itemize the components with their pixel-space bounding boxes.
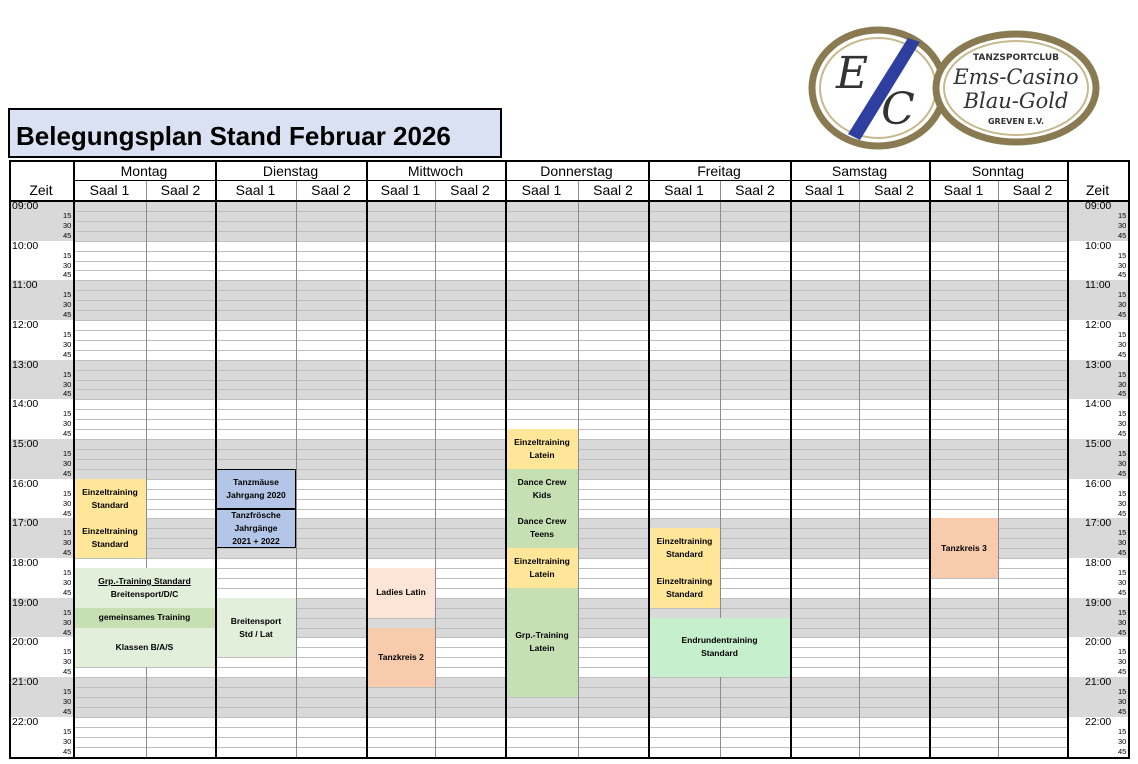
quarter-label: 45: [63, 468, 72, 478]
event-label: Kids: [532, 489, 552, 500]
event-label: Latein: [529, 643, 555, 654]
quarter-label: 15: [63, 250, 72, 260]
event-block[interactable]: [74, 518, 146, 558]
quarter-line: [73, 350, 1067, 351]
event-block[interactable]: [649, 618, 790, 678]
quarter-label: 45: [63, 429, 72, 439]
quarter-label: 15: [1118, 607, 1127, 617]
quarter-label: 30: [1118, 220, 1127, 230]
time-label: 17:00: [12, 517, 39, 530]
day-divider: [505, 160, 507, 757]
quarter-label: 30: [1118, 657, 1127, 667]
day-divider: [648, 160, 650, 757]
svg-text:Ems-Casino: Ems-Casino: [953, 65, 1079, 89]
quarter-label: 45: [63, 508, 72, 518]
saal-divider: [578, 181, 579, 757]
event-block[interactable]: [74, 608, 215, 628]
time-label: 21:00: [1085, 676, 1112, 689]
saal-header: Saal 2: [1012, 182, 1053, 198]
quarter-line: [73, 290, 1067, 291]
day-divider: [73, 160, 75, 757]
quarter-line: [73, 389, 1067, 390]
day-header: Sonntag: [971, 163, 1025, 179]
quarter-label: 15: [1118, 329, 1127, 339]
day-header: Mittwoch: [407, 163, 464, 179]
event-label: 2021 + 2022: [232, 535, 280, 546]
quarter-label: 15: [63, 726, 72, 736]
time-label: 13:00: [1085, 358, 1112, 371]
quarter-line: [73, 330, 1067, 331]
saal-header: Saal 2: [160, 182, 201, 198]
time-label: 16:00: [12, 477, 39, 490]
time-label: 19:00: [1085, 596, 1112, 609]
event-label: Grp.-Training: [515, 630, 569, 641]
quarter-label: 15: [63, 607, 72, 617]
quarter-label: 15: [1118, 449, 1127, 458]
saal-header: Saal 1: [943, 182, 984, 198]
saal-divider: [998, 181, 999, 757]
quarter-label: 30: [63, 498, 72, 508]
day-divider: [1067, 160, 1069, 757]
quarter-label: 30: [63, 538, 72, 548]
event-label: Latein: [529, 569, 555, 580]
time-label: 15:00: [1085, 438, 1112, 451]
event-label: Latein: [529, 449, 555, 460]
table-border: [9, 757, 1130, 759]
saal-divider: [296, 181, 297, 757]
quarter-label: 30: [63, 379, 72, 389]
time-label: 17:00: [1085, 517, 1112, 530]
event-label: Einzeltraining: [82, 526, 138, 537]
quarter-line: [73, 399, 1067, 400]
quarter-label: 30: [63, 657, 72, 667]
event-label: Dance Crew: [517, 516, 567, 527]
event-block[interactable]: [216, 598, 296, 658]
event-label: Tanzkreis 2: [378, 651, 424, 662]
event-label: Tanzmäuse: [233, 476, 279, 487]
quarter-label: 45: [1118, 270, 1127, 280]
quarter-label: 15: [63, 488, 72, 498]
quarter-line: [73, 280, 1067, 281]
day-divider: [215, 160, 217, 757]
quarter-label: 45: [1118, 627, 1127, 637]
event-label: Endrundentraining: [681, 635, 758, 646]
time-label: 22:00: [12, 715, 39, 728]
saal-divider: [146, 181, 147, 757]
day-header: Freitag: [697, 163, 741, 179]
svg-text:E: E: [835, 48, 869, 99]
saal-divider: [435, 181, 436, 757]
saal-header: Saal 1: [804, 182, 845, 198]
quarter-label: 45: [1118, 587, 1127, 597]
event-label: Standard: [91, 499, 129, 510]
time-label: 18:00: [1085, 557, 1112, 570]
event-label: Standard: [91, 539, 129, 550]
quarter-label: 15: [1118, 488, 1127, 498]
quarter-label: 45: [1118, 548, 1127, 558]
quarter-label: 30: [1118, 538, 1127, 548]
quarter-line: [73, 300, 1067, 301]
quarter-label: 15: [63, 369, 72, 379]
quarter-label: 15: [1118, 409, 1127, 419]
quarter-label: 15: [63, 409, 72, 419]
quarter-line: [73, 717, 1067, 718]
quarter-label: 45: [1118, 667, 1127, 677]
saal-header: Saal 1: [235, 182, 276, 198]
quarter-label: 30: [1118, 260, 1127, 270]
quarter-line: [73, 697, 1067, 698]
event-block[interactable]: [506, 509, 578, 549]
quarter-label: 45: [1118, 310, 1127, 320]
svg-text:TANZSPORTCLUB: TANZSPORTCLUB: [972, 53, 1060, 63]
event-label: Grp.-Training Standard: [98, 575, 191, 586]
event-block[interactable]: [216, 509, 296, 549]
quarter-label: 30: [63, 697, 72, 706]
event-block[interactable]: [74, 568, 215, 608]
event-label: Std / Lat: [239, 628, 273, 639]
time-label: 12:00: [12, 319, 39, 332]
saal-header: Saal 1: [521, 182, 562, 198]
quarter-label: 45: [63, 627, 72, 637]
event-label: gemeinsames Training: [98, 612, 191, 623]
quarter-line: [73, 221, 1067, 222]
event-label: Einzeltraining: [514, 436, 570, 447]
quarter-label: 15: [63, 568, 72, 578]
time-label: 21:00: [12, 676, 39, 689]
svg-text:GREVEN E.V.: GREVEN E.V.: [987, 117, 1045, 126]
event-block[interactable]: [649, 568, 720, 608]
svg-text:C: C: [881, 84, 915, 135]
quarter-label: 45: [63, 706, 72, 716]
event-block[interactable]: [506, 548, 578, 588]
event-block[interactable]: [649, 528, 720, 568]
quarter-label: 30: [63, 339, 72, 349]
time-label: 14:00: [1085, 398, 1112, 411]
quarter-label: 30: [63, 260, 72, 270]
quarter-label: 30: [63, 577, 72, 587]
quarter-line: [73, 251, 1067, 252]
quarter-label: 45: [1118, 230, 1127, 240]
quarter-label: 30: [63, 736, 72, 746]
event-label: Einzeltraining: [514, 556, 570, 567]
quarter-label: 15: [63, 449, 72, 458]
event-label: Breitensport/D/C: [110, 588, 179, 599]
quarter-line: [73, 380, 1067, 381]
event-block[interactable]: [367, 628, 435, 688]
svg-text:Blau-Gold: Blau-Gold: [963, 89, 1069, 113]
quarter-line: [73, 211, 1067, 212]
page-title: Belegungsplan Stand Februar 2026: [16, 121, 451, 151]
quarter-label: 15: [1118, 210, 1127, 220]
time-label: 10:00: [12, 239, 39, 252]
day-header: Dienstag: [262, 163, 319, 179]
quarter-line: [73, 261, 1067, 262]
quarter-label: 45: [63, 389, 72, 399]
event-block[interactable]: [216, 469, 296, 509]
quarter-label: 45: [1118, 746, 1127, 756]
quarter-label: 45: [63, 548, 72, 558]
saal-header: Saal 2: [450, 182, 490, 198]
event-label: Tanzkreis 3: [941, 542, 987, 553]
time-label: 18:00: [12, 557, 39, 570]
quarter-line: [73, 747, 1067, 748]
quarter-label: 15: [1118, 687, 1127, 697]
quarter-line: [73, 360, 1067, 361]
quarter-line: [73, 231, 1067, 232]
time-label: 11:00: [1085, 279, 1111, 292]
time-label: 20:00: [12, 636, 39, 649]
quarter-line: [73, 370, 1067, 371]
quarter-label: 15: [1118, 568, 1127, 578]
quarter-label: 45: [63, 667, 72, 677]
quarter-line: [73, 409, 1067, 410]
quarter-line: [73, 707, 1067, 708]
quarter-label: 30: [63, 419, 72, 429]
day-divider: [366, 160, 368, 757]
day-header: Montag: [120, 163, 168, 179]
saal-header: Saal 1: [664, 182, 704, 198]
day-divider: [929, 160, 931, 757]
quarter-label: 15: [1118, 250, 1127, 260]
zeit-header: Zeit: [1085, 182, 1110, 198]
event-block[interactable]: [74, 479, 146, 519]
quarter-label: 30: [63, 300, 72, 310]
quarter-label: 15: [63, 329, 72, 339]
quarter-label: 30: [1118, 697, 1127, 706]
event-label: Standard: [666, 549, 703, 560]
event-label: Breitensport: [230, 615, 282, 626]
saal-header: Saal 2: [593, 182, 633, 198]
quarter-label: 30: [1118, 339, 1127, 349]
event-label: Standard: [666, 588, 703, 599]
quarter-label: 15: [1118, 369, 1127, 379]
quarter-label: 45: [63, 230, 72, 240]
quarter-line: [73, 737, 1067, 738]
quarter-label: 45: [1118, 389, 1127, 399]
event-block[interactable]: [506, 588, 578, 697]
saal-header: Saal 2: [311, 182, 351, 198]
quarter-label: 30: [1118, 498, 1127, 508]
day-header: Donnerstag: [540, 163, 613, 179]
time-label: 16:00: [1085, 477, 1112, 490]
quarter-label: 15: [63, 528, 72, 538]
quarter-line: [73, 320, 1067, 321]
event-label: Ladies Latin: [376, 587, 426, 598]
time-label: 13:00: [12, 358, 39, 371]
quarter-label: 15: [1118, 726, 1127, 736]
event-label: Jahrgang 2020: [226, 489, 286, 500]
quarter-label: 15: [63, 687, 72, 697]
quarter-label: 45: [1118, 706, 1127, 716]
time-label: 19:00: [12, 596, 39, 609]
event-block[interactable]: [74, 628, 215, 668]
quarter-label: 15: [63, 647, 72, 657]
quarter-label: 30: [1118, 419, 1127, 429]
saal-divider: [859, 181, 860, 757]
quarter-label: 45: [63, 270, 72, 280]
quarter-label: 45: [1118, 468, 1127, 478]
table-border: [1128, 160, 1130, 759]
quarter-label: 45: [1118, 349, 1127, 359]
quarter-label: 45: [63, 587, 72, 597]
quarter-label: 45: [1118, 429, 1127, 439]
event-block[interactable]: [506, 469, 578, 509]
time-label: 10:00: [1085, 239, 1112, 252]
event-label: Teens: [530, 529, 554, 540]
time-label: 20:00: [1085, 636, 1112, 649]
event-block[interactable]: [930, 518, 998, 578]
quarter-line: [73, 270, 1067, 271]
quarter-label: 15: [1118, 647, 1127, 657]
quarter-label: 45: [63, 310, 72, 320]
quarter-label: 30: [1118, 458, 1127, 468]
event-label: Jahrgänge: [234, 522, 278, 533]
quarter-label: 45: [63, 746, 72, 756]
time-label: 12:00: [1085, 319, 1112, 332]
quarter-label: 45: [1118, 508, 1127, 518]
event-label: Einzeltraining: [82, 486, 138, 497]
quarter-label: 30: [63, 617, 72, 627]
event-label: Einzeltraining: [656, 536, 713, 547]
table-border: [9, 160, 11, 757]
event-block[interactable]: [506, 429, 578, 469]
time-label: 14:00: [12, 398, 39, 411]
quarter-label: 30: [1118, 300, 1127, 310]
quarter-label: 30: [1118, 379, 1127, 389]
event-block[interactable]: [367, 568, 435, 618]
event-label: Dance Crew: [517, 476, 567, 487]
zeit-header: Zeit: [29, 182, 53, 198]
event-label: Tanzfrösche: [231, 509, 281, 520]
quarter-line: [73, 419, 1067, 420]
quarter-line: [73, 241, 1067, 242]
time-label: 15:00: [12, 438, 39, 451]
day-header: Samstag: [831, 163, 888, 179]
time-label: 09:00: [1085, 200, 1112, 212]
quarter-label: 15: [63, 210, 72, 220]
saal-header: Saal 1: [380, 182, 421, 198]
quarter-line: [73, 340, 1067, 341]
time-label: 11:00: [12, 279, 38, 292]
time-label: 09:00: [12, 200, 39, 212]
quarter-label: 30: [63, 458, 72, 468]
event-label: Standard: [701, 648, 738, 659]
quarter-label: 15: [1118, 290, 1127, 300]
quarter-label: 15: [1118, 528, 1127, 538]
event-label: Einzeltraining: [656, 575, 713, 586]
quarter-label: 30: [63, 220, 72, 230]
quarter-label: 30: [1118, 617, 1127, 627]
time-label: 22:00: [1085, 715, 1112, 728]
day-divider: [790, 160, 792, 757]
quarter-label: 45: [63, 349, 72, 359]
table-border: [9, 200, 1128, 202]
quarter-label: 30: [1118, 736, 1127, 746]
quarter-label: 15: [63, 290, 72, 300]
quarter-label: 30: [1118, 577, 1127, 587]
quarter-line: [73, 727, 1067, 728]
saal-header: Saal 1: [89, 182, 130, 198]
saal-header: Saal 2: [874, 182, 914, 198]
saal-header: Saal 2: [735, 182, 775, 198]
quarter-line: [73, 310, 1067, 311]
event-label: Klassen B/A/S: [115, 641, 174, 652]
